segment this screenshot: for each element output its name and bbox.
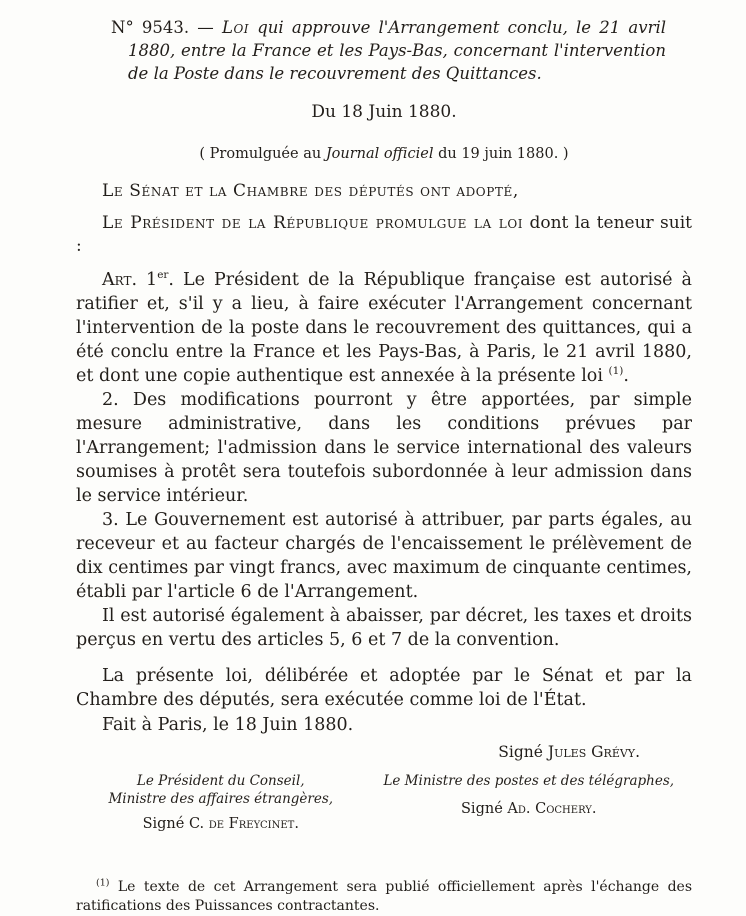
law-number: N° 9543. <box>111 18 190 37</box>
right-signatory-block <box>366 773 692 832</box>
article-1-ordinal: er <box>157 269 169 282</box>
article-3-paragraph: 3. Le Gouvernement est autorisé à attribuer, par parts égales, au receveur et au facteur chargés de l'encaissement le prélèvement de dix centimes par vingt francs, avec maximum de cinquante centimes, établi par l'article 6 de l'Arrangement. <box>76 510 692 602</box>
law-header <box>111 16 667 85</box>
closing-paragraph: La présente loi, délibérée et adoptée par le Sénat et par la Chambre des députés, sera exécutée comme loi de l'État. <box>76 666 692 710</box>
president-signature <box>76 743 640 761</box>
law-date-line: Du 18 Juin 1880. <box>311 102 457 122</box>
article-1-terminal: . <box>623 366 629 386</box>
countersignatures-row <box>76 773 692 832</box>
article-1-text: . Le Président de la République française est autorisé à ratifier et, s'il y a lieu, à faire exécuter l'Arrangement concernant l'intervention de la poste dans le recouvrement des quittances, qui a été conclu entre la France et les Pays-Bas, à Paris, le 21 avril 1880, et dont une copie authentique est annexée à la présente loi <box>76 270 692 386</box>
footnote-text: Le texte de cet Arrangement sera publié officiellement après l'échange des ratifications des Puissances contractantes. <box>76 879 693 914</box>
right-signatory-title: Le Ministre des postes et des télégraphes, <box>383 773 675 789</box>
article-1-label: Art. 1 <box>102 270 158 290</box>
right-signatory-signature <box>366 801 692 817</box>
left-signatory-title-1: Le Président du Conseil, <box>136 773 305 789</box>
journal-officiel-name: Journal officiel <box>325 146 434 162</box>
president-signature-prefix: Signé <box>498 743 543 761</box>
right-signature-name: Ad. Cochery. <box>507 800 597 817</box>
left-signatory-block <box>76 773 366 832</box>
left-signatory-signature <box>76 816 366 832</box>
article-2-paragraph: 2. Des modifications pourront y être apportées, par simple mesure administrative, dans les conditions prévues par l'Arrangement; l'admission dans le service international des valeurs soumises à protêt sera toutefois subordonnée à leur admission dans le service intérieur. <box>76 390 692 506</box>
promulgation-prefix: ( Promulguée au <box>199 146 322 162</box>
article-3-continuation: Il est autorisé également à abaisser, par décret, les taxes et droits perçus en vertu des articles 5, 6 et 7 de la convention. <box>76 606 692 650</box>
right-signature-prefix: Signé <box>461 800 503 817</box>
footnote-reference: (1) <box>608 365 624 378</box>
left-signature-name: de Freycinet. <box>208 816 299 832</box>
article-1-paragraph <box>76 268 692 388</box>
president-promulgue-text: Le Président de la République promulgue la loi <box>102 213 524 233</box>
header-separator: — <box>197 18 214 37</box>
left-signatory-title-2: Ministre des affaires étrangères, <box>108 790 334 807</box>
promulgation-suffix: du 19 juin 1880. ) <box>438 146 569 162</box>
law-title: qui approuve l'Arrangement conclu, le 21 avril 1880, entre la France et les Pays-Bas, concernant l'intervention de la Poste dans le recouvrement des Quittances. <box>128 18 667 83</box>
left-signature-prefix: Signé C. <box>142 816 205 832</box>
footnote <box>76 878 692 916</box>
footnote-marker: (1) <box>96 877 110 889</box>
preamble-adopted-line <box>76 180 692 203</box>
preamble-promulgue-line <box>76 212 692 258</box>
execution-date-line: Fait à Paris, le 18 Juin 1880. <box>102 715 354 735</box>
president-signature-name: Jules Grévy. <box>547 743 640 761</box>
promulgation-line <box>76 146 692 162</box>
promulgue-rest-text: dont la teneur suit : <box>76 213 692 256</box>
law-word: Loi <box>221 18 250 37</box>
senate-adopted-text: Le Sénat et la Chambre des députés ont adopté, <box>102 181 519 201</box>
